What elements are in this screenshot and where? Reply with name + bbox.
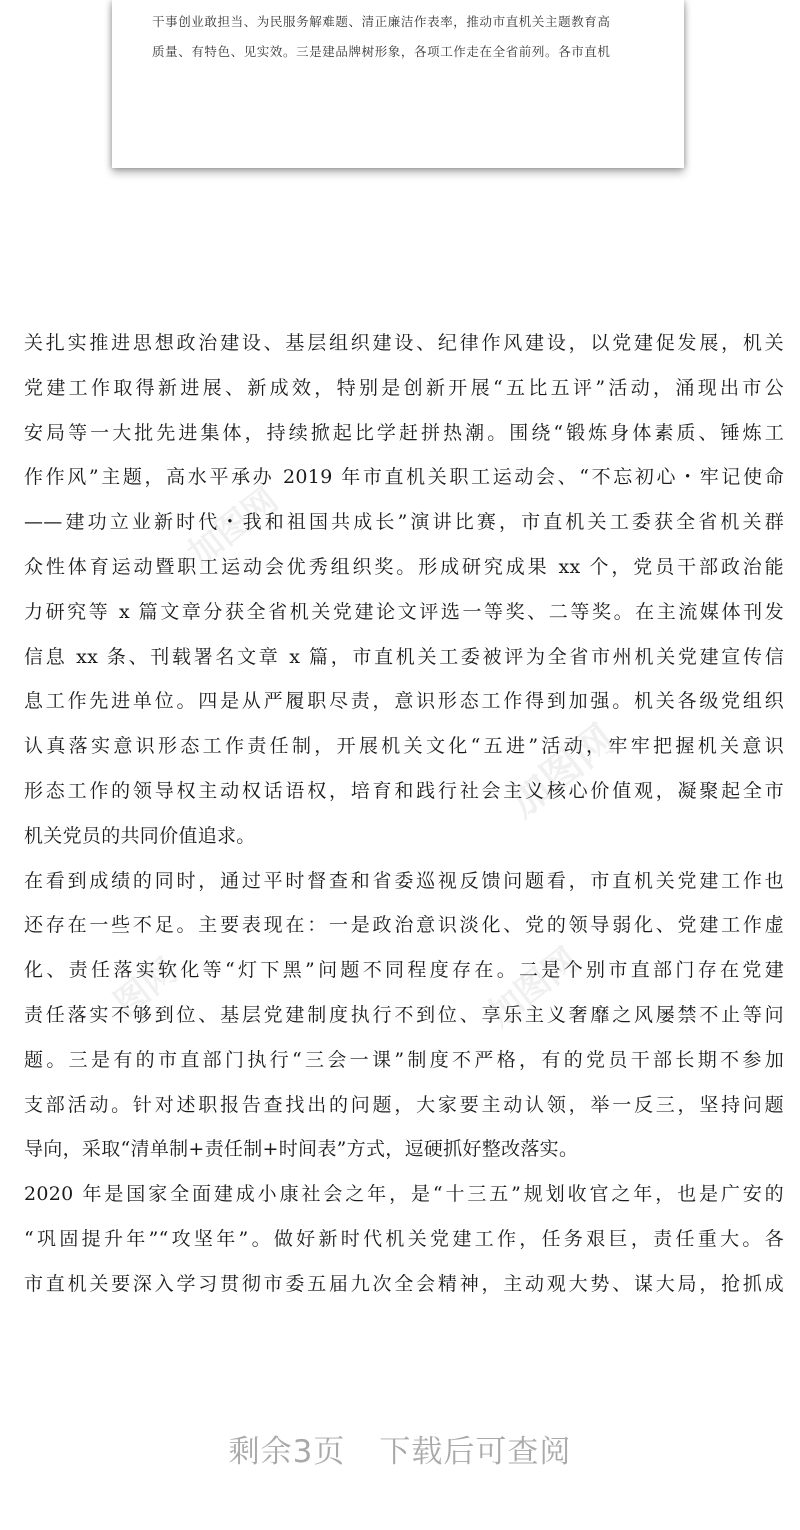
text-line: 关扎实推进思想政治建设、基层组织建设、纪律作风建设，以党建促发展，机关 [24, 332, 784, 354]
document-body [24, 321, 784, 1307]
text-line: 息工作先进单位。四是从严履职尽责，意识形态工作得到加强。机关各级党组织 [24, 690, 784, 713]
text-line: “巩固提升年”“攻坚年”。做好新时代机关党建工作，任务艰巨，责任重大。各 [24, 1227, 784, 1250]
text-line: 力研究等 x 篇文章分获全省机关党建论文评选一等奖、二等奖。在主流媒体刊发 [24, 600, 784, 623]
card-text-line-1: 干事创业敢担当、为民服务解难题、清正廉洁作表率，推动市直机关主题教育高 [152, 14, 611, 29]
text-line: 众性体育运动暨职工运动会优秀组织奖。形成研究成果 xx 个，党员干部政治能 [24, 555, 784, 578]
text-line: 认真落实意识形态工作责任制，开展机关文化“五进”活动，牢牢把握机关意识 [24, 735, 784, 758]
text-line: 党建工作取得新进展、新成效，特别是创新开展“五比五评”活动，涌现出市公 [24, 376, 784, 399]
watermark: 加图网 [180, 480, 286, 575]
text-line: 机关党员的共同价值追求。 [24, 824, 256, 847]
text-line: 化、责任落实软化等“灯下黑”问题不同程度存在。二是个别市直部门存在党建 [24, 959, 784, 982]
text-line: 安局等一大批先进集体，持续掀起比学赶拼热潮。围绕“锻炼身体素质、锤炼工 [24, 421, 784, 444]
text-line: 市直机关要深入学习贯彻市委五届九次全会精神，主动观大势、谋大局，抢抓成 [24, 1272, 784, 1295]
text-line: 作作风”主题，高水平承办 2019 年市直机关职工运动会、“不忘初心・牢记使命 [24, 466, 784, 489]
watermark: 加图网 [480, 940, 586, 1035]
text-line: 2020 年是国家全面建成小康社会之年，是“十三五”规划收官之年，也是广安的 [24, 1183, 784, 1206]
text-line: 支部活动。针对述职报告查找出的问题，大家要主动认领，举一反三，坚持问题 [24, 1093, 784, 1116]
watermark: 图网 [107, 950, 186, 1024]
download-prompt[interactable] [0, 1426, 800, 1471]
text-line: 信息 xx 条、刊载署名文章 x 篇，市直机关工委被评为全省市州机关党建宣传信 [24, 645, 784, 668]
text-line: 在看到成绩的同时，通过平时督查和省委巡视反馈问题看，市直机关党建工作也 [24, 869, 784, 892]
download-to-view-label: 下载后可查阅 [379, 1434, 572, 1470]
text-line: 形态工作的领导权主动权话语权，培育和践行社会主义核心价值观，凝聚起全市 [24, 779, 784, 802]
text-line: ——建功立业新时代・我和祖国共成长”演讲比赛，市直机关工委获全省机关群 [24, 511, 784, 534]
text-line: 还存在一些不足。主要表现在：一是政治意识淡化、党的领导弱化、党建工作虚 [24, 914, 784, 937]
text-line: 责任落实不够到位、基层党建制度执行不到位、享乐主义奢靡之风屡禁不止等问 [24, 1003, 784, 1026]
card-text-line-2: 质量、有特色、见实效。三是建品牌树形象，各项工作走在全省前列。各市直机 [152, 44, 611, 59]
previous-page-card [112, 0, 684, 168]
remaining-pages-label: 剩余3页 [228, 1434, 346, 1470]
watermark: 加图网 [500, 716, 624, 827]
text-line: 题。三是有的市直部门执行“三会一课”制度不严格，有的党员干部长期不参加 [24, 1048, 784, 1071]
text-line: 导向，采取“清单制+责任制+时间表”方式，逗硬抓好整改落实。 [24, 1138, 579, 1161]
